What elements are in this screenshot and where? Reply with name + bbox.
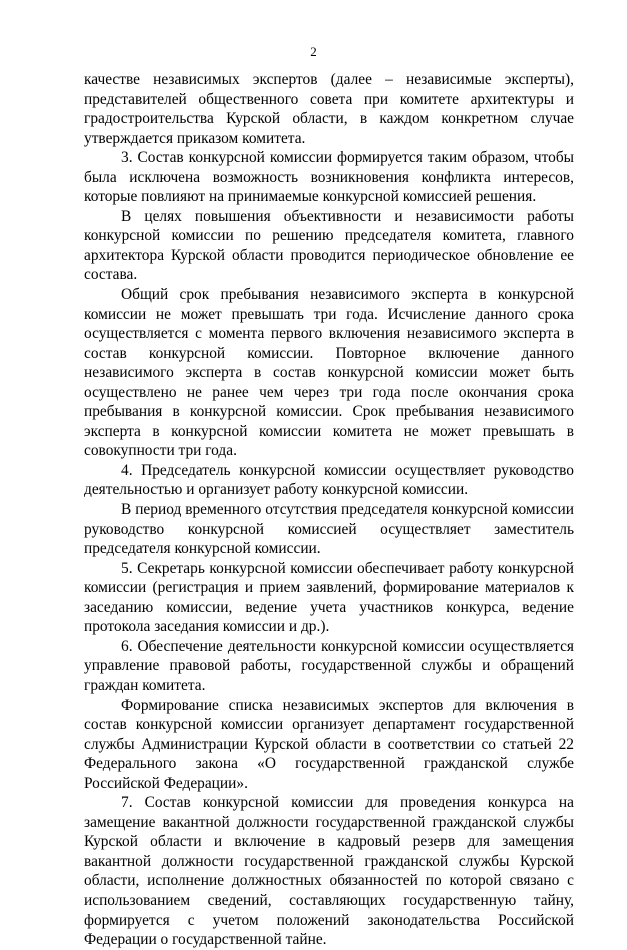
paragraph: качестве независимых экспертов (далее – независимые эксперты), представителей общественного совета при комитете архитектуры и градостроительства Курской области, в каждом конкретном случае утверждается приказом комитета. bbox=[84, 71, 574, 147]
paragraph: 6. Обеспечение деятельности конкурсной комиссии осуществляется управление правовой работы, государственной службы и обращений граждан комитета. bbox=[84, 637, 574, 694]
paragraph: Общий срок пребывания независимого эксперта в конкурсной комиссии не может превышать три года. Исчисление данного срока осуществляется с момента первого включения независимого эксперта в состав конкурсной комиссии. Повторное включение данного независимого эксперта в состав конкурсной комиссии может быть осуществлено не ранее чем через три года после окончания срока пребывания в конкурсной комиссии. Срок пребывания независимого эксперта в конкурсной комиссии комитета не может превышать в совокупности три года. bbox=[84, 286, 574, 460]
paragraph: 3. Состав конкурсной комиссии формируется таким образом, чтобы была исключена возможность возникновения конфликта интересов, которые повлияют на принимаемые конкурсной комиссией решения. bbox=[84, 149, 574, 206]
paragraph: В период временного отсутствия председателя конкурсной комиссии руководство конкурсной комиссией осуществляет заместитель председателя конкурсной комиссии. bbox=[84, 501, 574, 558]
paragraph: В целях повышения объективности и независимости работы конкурсной комиссии по решению председателя комитета, главного архитектора Курской области проводится периодическое обновление ее состава. bbox=[84, 207, 574, 284]
paragraph: 5. Секретарь конкурсной комиссии обеспечивает работу конкурсной комиссии (регистрация и прием заявлений, формирование материалов к заседанию комиссии, ведение учета участников конкурса, ведение протокола заседания комиссии и др.). bbox=[84, 559, 574, 636]
document-body bbox=[84, 70, 574, 950]
paragraph: Формирование списка независимых экспертов для включения в состав конкурсной комиссии организует департамент государственной службы Администрации Курской области в соответствии со статьей 22 Федерального закона «О государственной гражданской службе Российской Федерации». bbox=[84, 696, 574, 792]
paragraph: 4. Председатель конкурсной комиссии осуществляет руководство деятельностью и организует работу конкурсной комиссии. bbox=[84, 461, 574, 499]
paragraph: 7. Состав конкурсной комиссии для проведения конкурса на замещение вакантной должности государственной гражданской службы Курской области и включение в кадровый резерв для замещения вакантной должности государственной гражданской службы Курской области, исполнение должностных обязанностей по которой связано с использованием сведений, составляющих государственную тайну, формируется с учетом положений законодательства Российской Федерации о государственной тайне. bbox=[84, 794, 574, 949]
page-number: 2 bbox=[310, 44, 317, 59]
